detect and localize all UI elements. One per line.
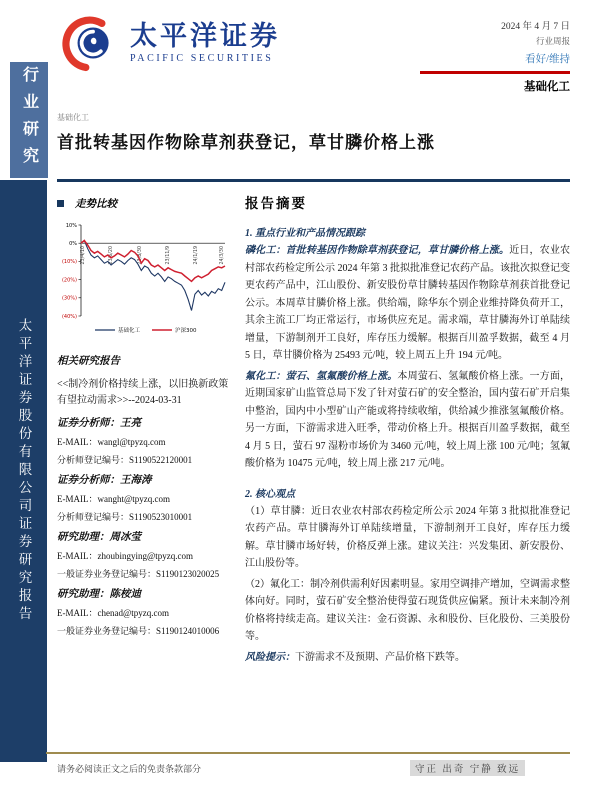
square-bullet-icon — [57, 200, 64, 207]
reg-label: 分析师登记编号： — [57, 512, 130, 522]
paragraph-text: 本周萤石、氢氟酸价格上涨。一方面，近期国家矿山监管总局下发了针对萤石矿的安全整治，国内萤石矿开启集中整治，国内中小型矿山产能或将持续收缩，供给减少推涨氢氟酸价格。另一方面，下游需求进入旺季，带动价格上升。根据百川盈孚数据，截至 4 月 5 日，萤石 97 湿粉市场价为 3460 元/吨，较上周上涨 100 元/吨；氢氟酸价格为 10475 元/吨，较上周上涨 217 元/吨。 — [245, 370, 571, 469]
analyst-role-line — [57, 472, 235, 487]
reg-label: 一般证券业务登记编号： — [57, 569, 157, 579]
y-tick-label: (40%) — [61, 313, 77, 320]
analyst-reg-line — [57, 453, 235, 466]
reg-value: S1190522120001 — [129, 455, 193, 465]
assistant-role: 研究助理： — [57, 589, 110, 600]
page-title: 首批转基因作物除草剂获登记，草甘膦价格上涨 — [57, 133, 435, 152]
analyst-role: 证券分析师： — [57, 418, 120, 429]
reg-value: S1190124010006 — [156, 626, 220, 636]
email-value: chenad@tpyzq.com — [97, 608, 170, 618]
x-tick-label: 24/3/30 — [220, 246, 225, 265]
industry-name: 基础化工 — [524, 81, 570, 93]
brand-name-cn: 太平洋证券 — [130, 20, 280, 51]
header-meta — [360, 18, 570, 94]
analyst-reg-line — [57, 510, 235, 523]
reg-value: S1190123020025 — [156, 569, 220, 579]
email-value: wangl@tpyzq.com — [97, 437, 166, 447]
y-tick-label: 0% — [69, 241, 77, 247]
pacific-securities-logo-icon — [62, 14, 120, 72]
analyst-name: 王海涛 — [120, 475, 152, 486]
brand-text — [130, 22, 280, 65]
analyst-block — [57, 472, 235, 523]
red-divider — [420, 71, 570, 74]
analyst-role-line — [57, 415, 235, 430]
y-tick-label: 10% — [65, 222, 77, 229]
title-divider — [57, 179, 570, 182]
reg-label: 一般证券业务登记编号： — [57, 626, 157, 636]
brand-name-en: PACIFIC SECURITIES — [130, 53, 274, 65]
category-label: 基础化工 — [57, 113, 89, 122]
summary-heading: 报告摘要 — [245, 196, 307, 211]
assistant-name: 周冰莹 — [109, 532, 141, 543]
x-tick-label: 23/8/30 — [138, 246, 143, 265]
assistant-email-line — [57, 549, 235, 562]
footer-motto: 守正 出奇 宁静 致远 — [410, 760, 525, 776]
trend-chart — [57, 219, 235, 341]
risk-warning-lead: 风险提示： — [245, 651, 295, 663]
series-line-0 — [81, 241, 225, 311]
summary-paragraph-phosphorus — [245, 242, 570, 365]
assistant-role: 研究助理： — [57, 532, 110, 543]
brand-header — [62, 14, 280, 72]
risk-warning-text: 下游需求不及预期、产品价格下跌等。 — [295, 651, 465, 663]
report-date: 2024 年 4 月 7 日 — [501, 22, 570, 32]
legend-label: 沪深300 — [175, 328, 197, 334]
assistant-block — [57, 529, 235, 580]
sidebar-company-banner-label: 太平洋证券股份有限公司证券研究报告 — [16, 318, 32, 624]
reg-label: 分析师登记编号： — [57, 455, 130, 465]
y-tick-label: (20%) — [61, 277, 77, 284]
assistant-block — [57, 586, 235, 637]
section-heading-2: 2. 核心观点 — [245, 488, 295, 500]
footer-disclaimer: 请务必阅读正文之后的免责条款部分 — [57, 764, 202, 774]
email-label: E-MAIL： — [57, 608, 98, 618]
email-value: wanght@tpyzq.com — [97, 494, 171, 504]
assistant-email-line — [57, 606, 235, 619]
report-type: 行业周报 — [535, 36, 570, 46]
x-tick-label: 23/11/9 — [166, 246, 171, 265]
assistant-role-line — [57, 586, 235, 601]
core-view-paragraph-2: （2）氟化工：制冷剂供需利好因素明显。家用空调排产增加，空调需求整体向好。同时，萤石矿安全整治使得萤石现货供应偏紧。预计未来制冷剂价格将持续走高。建议关注：金石资源、永和股份、巨化股份、三美股份等。 — [245, 578, 570, 642]
paragraph-lead: 氟化工：萤石、氢氟酸价格上涨。 — [245, 370, 398, 382]
analyst-block — [57, 415, 235, 466]
x-tick-label: 24/1/19 — [194, 246, 199, 265]
assistant-name: 陈桉迪 — [109, 589, 141, 600]
summary-column — [245, 192, 570, 666]
related-reports-title: 相关研究报告 — [57, 356, 120, 367]
x-tick-label: 23/6/20 — [109, 246, 114, 265]
related-report-item: <<制冷剂价格持续上涨，以旧换新政策有望拉动需求>>--2024-03-31 — [57, 379, 229, 406]
analyst-email-line — [57, 435, 235, 448]
reg-value: S1190523010001 — [129, 512, 193, 522]
email-label: E-MAIL： — [57, 551, 98, 561]
email-value: zhoubingying@tpyzq.com — [97, 551, 194, 561]
summary-paragraph-fluorine — [245, 368, 570, 473]
assistant-role-line — [57, 529, 235, 544]
left-column — [57, 196, 235, 637]
sidebar-industry-research — [10, 62, 48, 178]
paragraph-text: 近日，农业农村部农药检定所公示 2024 年第 3 批拟批准登记农药产品。该批次拟登记变更农药产品中，江山股份、新安股份草甘膦转基因作物除草剂获首批登记公示。本周草甘膦价格上涨。供给端，除华东个别企业维持降负荷开工，其余主流工厂均正常运行，市场供应充足。需求端，草甘膦海外订单陆续增量，下游制剂开工良好，库存压力缓解。根据百川盈孚数据，截至 4 月 5 日，草甘膦价格为 25493 元/吨，较上周五上升 194 元/吨。 — [245, 245, 571, 361]
email-label: E-MAIL： — [57, 437, 98, 447]
section-heading-1: 1. 重点行业和产品情况跟踪 — [245, 228, 365, 239]
analyst-email-line — [57, 492, 235, 505]
trend-section-header — [57, 196, 235, 211]
industry-rating: 看好/维持 — [525, 54, 570, 65]
analyst-name: 王亮 — [120, 418, 141, 429]
sidebar-company-banner — [0, 180, 47, 762]
email-label: E-MAIL： — [57, 494, 98, 504]
paragraph-lead: 磷化工：首批转基因作物除草剂获登记，草甘膦价格上涨。 — [245, 245, 510, 256]
risk-warning — [245, 649, 570, 667]
footer-divider — [46, 752, 570, 754]
assistant-reg-line — [57, 624, 235, 637]
core-view-paragraph-1: （1）草甘膦：近日农业农村部农药检定所公示 2024 年第 3 批拟批准登记农药产品。草甘膦海外订单陆续增量，下游制剂开工良好，库存压力缓解。草甘膦市场好转，价格反弹上涨。建议关注：兴发集团、新安股份、江山股份等。 — [245, 505, 570, 569]
sidebar-industry-research-label: 行业研究 — [20, 66, 38, 174]
y-tick-label: (30%) — [61, 295, 77, 302]
trend-chart-svg — [57, 219, 232, 341]
trend-section-title: 走势比较 — [75, 199, 117, 210]
assistant-reg-line — [57, 567, 235, 580]
legend-label: 基础化工 — [118, 328, 141, 334]
y-tick-label: (10%) — [61, 259, 77, 266]
analyst-role: 证券分析师： — [57, 475, 120, 486]
x-tick-label: 23/4/10 — [81, 246, 86, 265]
